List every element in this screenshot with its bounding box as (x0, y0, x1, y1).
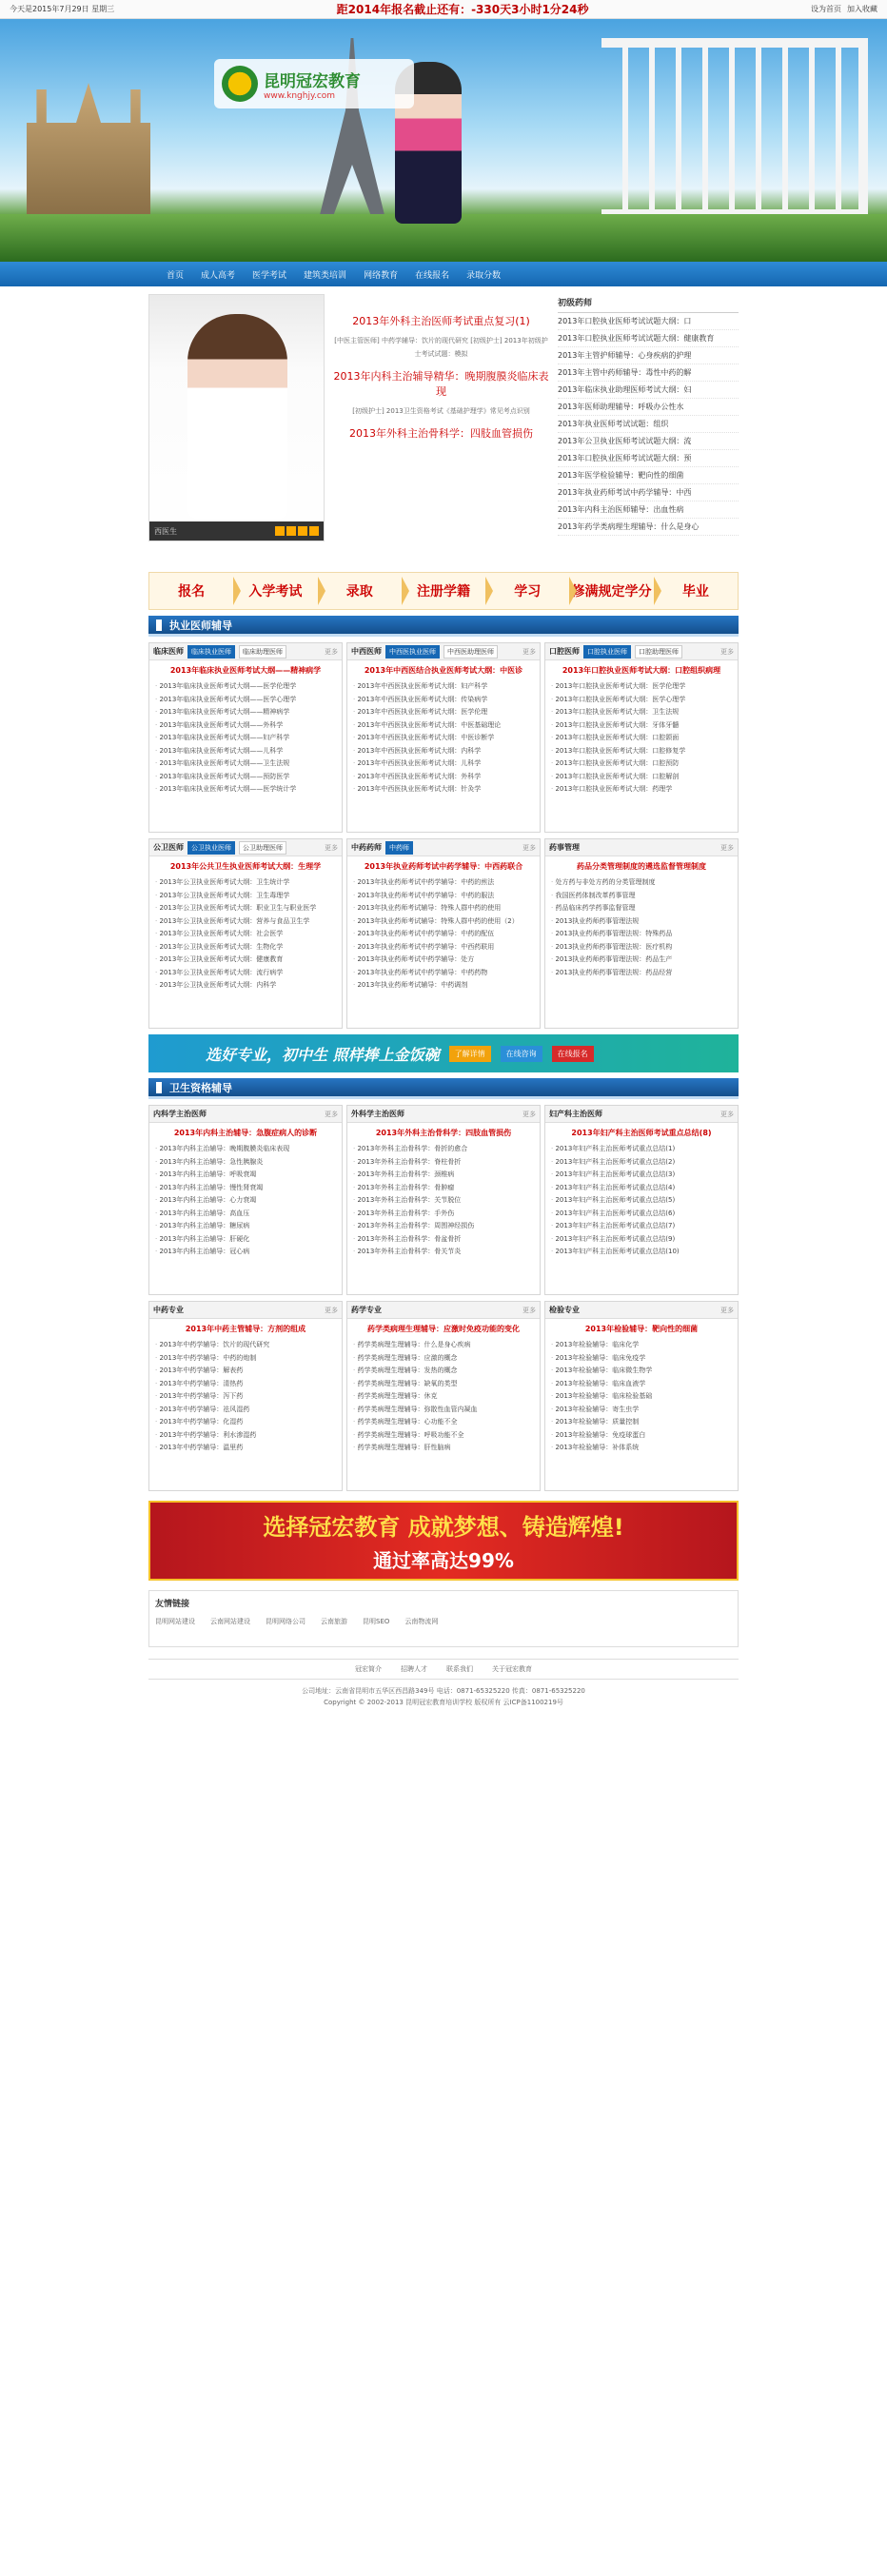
box-list-item[interactable]: · 2013年公卫执业医师考试大纲：生物化学 (155, 941, 336, 954)
more-link[interactable]: 更多 (522, 1306, 536, 1314)
box-header (545, 643, 738, 660)
box-list-item[interactable]: · 2013年公卫执业医师考试大纲：社会医学 (155, 928, 336, 941)
box-title[interactable]: 检验专业 (549, 1306, 580, 1314)
box-list-item[interactable]: · 2013年执业药师考试中药学辅导：中西药联用 (353, 941, 534, 954)
category-box (346, 1105, 541, 1295)
box-tab[interactable]: 中西医助理医师 (444, 645, 498, 659)
box-list-item[interactable]: · 2013年检验辅导：质量控制 (551, 1416, 732, 1429)
box-row (148, 642, 739, 833)
box-top-headline[interactable]: 2013年中西医结合执业医师考试大纲：中医诊 (364, 666, 523, 675)
box-list-item[interactable]: · 2013年中药学辅导：饮片的现代研究 (155, 1339, 336, 1352)
box-list-item[interactable]: · 2013年执业药师考试辅导：特殊人群中药的使用（2） (353, 915, 534, 929)
box-top-headline[interactable]: 2013年中药主管辅导：方剂的组成 (185, 1325, 306, 1333)
friend-link[interactable]: 云南旅游 (321, 1618, 347, 1625)
add-favorite-link[interactable]: 加入收藏 (847, 5, 877, 13)
news-item[interactable]: 2013年口腔执业医师考试试题大纲：预 (558, 450, 739, 467)
box-list-item[interactable]: · 2013年中药学辅导：温里药 (155, 1442, 336, 1455)
box-header (347, 839, 540, 856)
box-list-item[interactable]: · 2013年外科主治骨科学：颈椎病 (353, 1169, 534, 1182)
slide-dot[interactable] (275, 526, 285, 536)
nav-online-registration[interactable]: 在线报名 (415, 270, 450, 281)
box-list-item[interactable]: · 2013年外科主治骨科学：手外伤 (353, 1208, 534, 1221)
box-title[interactable]: 药学专业 (351, 1306, 382, 1314)
friend-link[interactable]: 云南物流网 (404, 1618, 439, 1625)
box-row (148, 1301, 739, 1491)
section-title: 卫生资格辅导 (169, 1081, 232, 1094)
headline-title[interactable]: 2013年外科主治医师考试重点复习(1) (352, 315, 530, 327)
headline-desc: [中医主管医师] 中药学辅导：饮片的现代研究 [初级护士] 2013年初级护士考试试题：模拟 (334, 337, 548, 358)
box-row (148, 838, 739, 1029)
box-header (347, 643, 540, 660)
news-item[interactable]: 2013年药学类病理生理辅导：什么是身心 (558, 519, 739, 536)
nav-medical-exam[interactable]: 医学考试 (252, 270, 287, 281)
box-list-item[interactable]: · 2013年内科主治辅导：慢性肾衰竭 (155, 1182, 336, 1195)
box-list-item[interactable]: · 2013年执业药师考试辅导：特殊人群中药的使用 (353, 902, 534, 915)
nav-admission-scores[interactable]: 录取分数 (466, 270, 502, 281)
box-list-item[interactable]: · 2013年临床执业医师考试大纲——医学心理学 (155, 694, 336, 707)
footer-nav-link[interactable]: 关于冠宏教育 (492, 1665, 532, 1673)
box-tab[interactable]: 临床助理医师 (239, 645, 286, 659)
box-list-item[interactable]: · 2013年中药学辅导：祛风湿药 (155, 1404, 336, 1417)
box-list-item[interactable]: · 2013年内科主治辅导：晚期腹膜炎临床表现 (155, 1143, 336, 1156)
box-list-item[interactable]: · 2013年中西医执业医师考试大纲：中医基础理论 (353, 719, 534, 733)
box-list-item[interactable]: · 2013年外科主治骨科学：周围神经损伤 (353, 1220, 534, 1233)
news-item[interactable]: 2013年医师助理辅导：呼吸办公性水 (558, 399, 739, 416)
friend-link[interactable]: 云南网站建设 (210, 1618, 250, 1625)
box-header (347, 1106, 540, 1123)
box-list-item[interactable]: · 2013年检验辅导：补体系统 (551, 1442, 732, 1455)
registration-countdown: 距2014年报名截止还有：-330天3小时1分24秒 (336, 3, 589, 16)
footer-nav-link[interactable]: 冠宏简介 (355, 1665, 382, 1673)
box-list-item[interactable]: · 2013年临床执业医师考试大纲——卫生法规 (155, 757, 336, 771)
box-top-headline[interactable]: 2013年执业药师考试中药学辅导：中西药联合 (364, 862, 523, 871)
box-list-item[interactable]: · 2013年妇产科主治医师考试重点总结(5) (551, 1194, 732, 1208)
footer-address: 公司地址：云南省昆明市五华区西昌路349号 电话：0871-65325220 传真：0871-65325220 (302, 1687, 585, 1695)
recruit-text: 选好专业，初中生 照样捧上金饭碗 (206, 1045, 440, 1064)
box-list-item[interactable]: · 2013年检验辅导：临床血液学 (551, 1378, 732, 1391)
box-title[interactable]: 中西医师 (351, 647, 382, 656)
box-top-headline[interactable]: 药品分类管理制度的遴选监督管理制度 (577, 862, 706, 871)
box-list-item[interactable]: · 2013年口腔执业医师考试大纲：口腔预防 (551, 757, 732, 771)
box-list-item[interactable]: · 2013年临床执业医师考试大纲——精神病学 (155, 706, 336, 719)
section-icon (156, 619, 162, 631)
news-item[interactable]: 2013年主管中药师辅导：毒性中药的解 (558, 364, 739, 382)
box-list-item[interactable]: · 药学类病理生理辅导：缺氧的类型 (353, 1378, 534, 1391)
box-list-item[interactable]: · 2013年妇产科主治医师考试重点总结(2) (551, 1156, 732, 1170)
process-step: 注册学籍 (402, 573, 485, 609)
more-link[interactable]: 更多 (720, 1306, 734, 1314)
category-box (544, 838, 739, 1029)
recruit-button[interactable]: 了解详情 (449, 1046, 491, 1062)
more-link[interactable]: 更多 (522, 647, 536, 656)
category-box (148, 838, 343, 1029)
box-list-item[interactable]: · 2013年口腔执业医师考试大纲：口腔解剖 (551, 771, 732, 784)
box-list-item[interactable]: · 2013年内科主治辅导：肝硬化 (155, 1233, 336, 1247)
box-list-item[interactable]: · 2013年中西医执业医师考试大纲：针灸学 (353, 783, 534, 796)
box-list-item[interactable]: · 2013年中西医执业医师考试大纲：医学伦理 (353, 706, 534, 719)
headline-title[interactable]: 2013年内科主治辅导精华：晚期腹膜炎临床表现 (333, 370, 549, 398)
slide-dot[interactable] (286, 526, 296, 536)
recruit-button[interactable]: 在线咨询 (501, 1046, 542, 1062)
box-header (545, 1302, 738, 1319)
top-links (811, 4, 877, 14)
news-item[interactable]: 2013年临床执业助理医师考试大纲：妇 (558, 382, 739, 399)
logo-url: www.knghjy.com (264, 90, 336, 101)
box-list-item[interactable]: · 2013年临床执业医师考试大纲——儿科学 (155, 745, 336, 758)
box-list-item[interactable]: · 2013年临床执业医师考试大纲——医学统计学 (155, 783, 336, 796)
section-header (148, 616, 739, 637)
set-homepage-link[interactable]: 设为首页 (811, 5, 841, 13)
box-title[interactable]: 临床医师 (153, 647, 184, 656)
nav-adult-exam[interactable]: 成人高考 (201, 270, 236, 281)
box-list-item[interactable]: · 药学类病理生理辅导：发热的概念 (353, 1365, 534, 1378)
promo-line-2: 通过率高达99% (373, 1549, 514, 1572)
box-tab[interactable]: 公卫助理医师 (239, 841, 286, 855)
footer-copyright: Copyright © 2002-2013 昆明冠宏教育培训学校 版权所有 云ICP备1100219号 (324, 1699, 563, 1706)
box-row (148, 1105, 739, 1295)
box-list-item[interactable]: · 药学类病理生理辅导：休克 (353, 1390, 534, 1404)
news-item[interactable]: 2013年口腔执业医师考试试题大纲：口 (558, 313, 739, 330)
box-list-item[interactable]: · 2013年中药学辅导：中药的炮制 (155, 1352, 336, 1366)
box-list-item[interactable]: · 2013年临床执业医师考试大纲——医学伦理学 (155, 680, 336, 694)
box-list-item[interactable]: · 2013年执业药师考试辅导：中药调剂 (353, 979, 534, 993)
box-title[interactable]: 药事管理 (549, 843, 580, 852)
box-list-item[interactable]: · 2013年临床执业医师考试大纲——外科学 (155, 719, 336, 733)
headline-news (325, 294, 558, 568)
box-list-item[interactable]: · 2013年检验辅导：临床化学 (551, 1339, 732, 1352)
process-step: 学习 (485, 573, 569, 609)
box-list-item[interactable]: · 2013年公卫执业医师考试大纲：内科学 (155, 979, 336, 993)
box-list-item[interactable]: · 2013年中药学辅导：泻下药 (155, 1390, 336, 1404)
box-list-item[interactable]: · 处方药与非处方药的分类管理制度 (551, 876, 732, 890)
box-list-item[interactable]: · 2013年检验辅导：临床免疫学 (551, 1352, 732, 1366)
recruit-button[interactable]: 在线报名 (552, 1046, 594, 1062)
current-date: 今天是2015年7月29日 星期三 (10, 5, 115, 13)
footer-nav-link[interactable]: 招聘人才 (401, 1665, 427, 1673)
box-list-item[interactable]: · 2013年妇产科主治医师考试重点总结(4) (551, 1182, 732, 1195)
section-icon (156, 1082, 162, 1093)
box-tab[interactable]: 临床执业医师 (187, 645, 235, 659)
box-list-item[interactable]: · 2013年口腔执业医师考试大纲：口腔修复学 (551, 745, 732, 758)
headline-title[interactable]: 2013年外科主治骨科学：四肢血管损伤 (349, 427, 533, 440)
box-header (149, 839, 342, 856)
box-list-item[interactable]: · 2013年中西医执业医师考试大纲：外科学 (353, 771, 534, 784)
category-box (148, 1301, 343, 1491)
category-box (544, 1301, 739, 1491)
news-item[interactable]: 2013年医学检验辅导：靶向性的细菌 (558, 467, 739, 484)
box-list-item[interactable]: · 2013执业药师药事管理法规 (551, 915, 732, 929)
process-step: 修满规定学分 (569, 573, 653, 609)
slide-caption-bar (149, 521, 324, 541)
top-bar (0, 0, 887, 19)
box-list-item[interactable]: · 2013年检验辅导：临床检验基础 (551, 1390, 732, 1404)
box-list-item[interactable]: · 2013年公卫执业医师考试大纲：卫生毒理学 (155, 890, 336, 903)
process-step: 录取 (318, 573, 402, 609)
category-box (346, 1301, 541, 1491)
news-item[interactable]: 2013年口腔执业医师考试试题大纲：健康教育 (558, 330, 739, 347)
nav-construction-training[interactable]: 建筑类培训 (304, 270, 347, 281)
friend-link[interactable]: 昆明网站建设 (155, 1618, 195, 1625)
news-item[interactable]: 2013年主管护师辅导：心身疾病的护理 (558, 347, 739, 364)
box-list-item[interactable]: · 2013年妇产科主治医师考试重点总结(6) (551, 1208, 732, 1221)
news-item[interactable]: 2013年内科主治医师辅导：出血性病 (558, 501, 739, 519)
box-list-item[interactable]: · 2013年口腔执业医师考试大纲：卫生法规 (551, 706, 732, 719)
header-banner (0, 19, 887, 262)
slideshow[interactable] (148, 294, 325, 541)
box-list-item[interactable]: · 2013年妇产科主治医师考试重点总结(1) (551, 1143, 732, 1156)
box-header (149, 1302, 342, 1319)
box-list-item[interactable]: · 2013年临床执业医师考试大纲——预防医学 (155, 771, 336, 784)
box-list-item[interactable]: · 2013年外科主治骨科学：关节脱位 (353, 1194, 534, 1208)
box-list-item[interactable]: · 2013执业药师药事管理法规：药品生产 (551, 954, 732, 967)
box-list-item[interactable]: · 2013执业药师药事管理法规：特殊药品 (551, 928, 732, 941)
footer (148, 1659, 739, 1708)
box-title[interactable]: 中药药师 (351, 843, 382, 852)
box-list-item[interactable]: · 2013年检验辅导：寄生虫学 (551, 1404, 732, 1417)
box-list-item[interactable]: · 药学类病理生理辅导：心功能不全 (353, 1416, 534, 1429)
box-title[interactable]: 口腔医师 (549, 647, 580, 656)
box-list-item[interactable]: · 药学类病理生理辅导：什么是身心疾病 (353, 1339, 534, 1352)
box-top-headline[interactable]: 2013年口腔执业医师考试大纲：口腔组织病理 (562, 666, 721, 675)
headline-desc: [初级护士] 2013卫生资格考试《基础护理学》常见考点识别 (352, 407, 530, 415)
box-header (347, 1302, 540, 1319)
more-link[interactable]: 更多 (522, 1110, 536, 1118)
nav-online-education[interactable]: 网络教育 (364, 270, 399, 281)
box-list-item[interactable]: · 2013年妇产科主治医师考试重点总结(10) (551, 1246, 732, 1259)
news-item[interactable]: 2013年执业医师考试试题：组织 (558, 416, 739, 433)
pergola-illustration (601, 38, 868, 219)
slide-dot[interactable] (298, 526, 307, 536)
section-title: 执业医师辅导 (169, 619, 232, 632)
category-box (346, 838, 541, 1029)
more-link[interactable]: 更多 (720, 647, 734, 656)
box-list-item[interactable]: · 2013年执业药师考试中药学辅导：中药的煎法 (353, 876, 534, 890)
enrollment-process (148, 572, 739, 610)
box-list-item[interactable]: · 2013年妇产科主治医师考试重点总结(9) (551, 1233, 732, 1247)
box-list-item[interactable]: · 2013年外科主治骨科学：脊柱骨折 (353, 1156, 534, 1170)
promo-banner[interactable] (148, 1501, 739, 1581)
box-top-headline[interactable]: 2013年妇产科主治医师考试重点总结(8) (571, 1129, 712, 1137)
box-list-item[interactable]: · 2013年执业药师考试中药学辅导：中药药物 (353, 967, 534, 980)
box-list-item[interactable]: · 2013年内科主治辅导：呼吸衰竭 (155, 1169, 336, 1182)
box-list-item[interactable]: · 2013年中西医执业医师考试大纲：儿科学 (353, 757, 534, 771)
box-list-item[interactable]: · 2013年执业药师考试中药学辅导：中药的服法 (353, 890, 534, 903)
box-list-item[interactable]: · 我国医药体制改革药事管理 (551, 890, 732, 903)
news-item[interactable]: 2013年执业药师考试中药学辅导：中西 (558, 484, 739, 501)
box-header (545, 1106, 738, 1123)
box-list-item[interactable]: · 2013年中西医执业医师考试大纲：内科学 (353, 745, 534, 758)
cathedral-illustration (27, 83, 150, 216)
box-list-item[interactable]: · 2013年中西医执业医师考试大纲：传染病学 (353, 694, 534, 707)
more-link[interactable]: 更多 (522, 843, 536, 852)
box-title[interactable]: 妇产科主治医师 (549, 1110, 602, 1118)
box-list-item[interactable]: · 2013年中西医执业医师考试大纲：妇产科学 (353, 680, 534, 694)
more-link[interactable]: 更多 (720, 843, 734, 852)
box-top-headline[interactable]: 药学类病理生理辅导：应激时免疫功能的变化 (367, 1325, 520, 1333)
main-nav (0, 262, 887, 286)
box-header (149, 1106, 342, 1123)
box-header (149, 643, 342, 660)
category-box (544, 642, 739, 833)
friend-links (148, 1590, 739, 1647)
box-list-item[interactable]: · 2013年妇产科主治医师考试重点总结(7) (551, 1220, 732, 1233)
box-list-item[interactable]: · 2013年口腔执业医师考试大纲：医学伦理学 (551, 680, 732, 694)
box-list-item[interactable]: · 2013年内科主治辅导：心力衰竭 (155, 1194, 336, 1208)
box-top-headline[interactable]: 2013年临床执业医师考试大纲——精神病学 (169, 666, 322, 675)
box-list-item[interactable]: · 药品临床药学药事监督管理 (551, 902, 732, 915)
box-list-item[interactable]: · 2013年执业药师考试中药学辅导：中药的配伍 (353, 928, 534, 941)
box-tab[interactable]: 口腔助理医师 (635, 645, 682, 659)
box-list-item[interactable]: · 2013年中药学辅导：化湿药 (155, 1416, 336, 1429)
friend-link[interactable]: 昆明网络公司 (266, 1618, 306, 1625)
doctor-photo (187, 314, 287, 519)
hero-area (148, 294, 739, 568)
box-tab[interactable]: 中西医执业医师 (385, 645, 440, 659)
box-list-item[interactable]: · 2013年中药学辅导：解表药 (155, 1365, 336, 1378)
box-list-item[interactable]: · 2013年外科主治骨科学：骨肿瘤 (353, 1182, 534, 1195)
box-list-item[interactable]: · 2013年口腔执业医师考试大纲：医学心理学 (551, 694, 732, 707)
footer-nav-link[interactable]: 联系我们 (446, 1665, 473, 1673)
box-list-item[interactable]: · 2013年内科主治辅导：高血压 (155, 1208, 336, 1221)
box-top-headline[interactable]: 2013年内科主治辅导：急腹症病人的诊断 (173, 1129, 318, 1137)
category-box (346, 642, 541, 833)
box-list-item[interactable]: · 药学类病理生理辅导：弥散性血管内凝血 (353, 1404, 534, 1417)
site-logo[interactable] (214, 59, 414, 108)
process-step: 入学考试 (233, 573, 317, 609)
box-list-item[interactable]: · 2013年中药学辅导：清热药 (155, 1378, 336, 1391)
news-item[interactable]: 2013年公卫执业医师考试试题大纲：流 (558, 433, 739, 450)
box-list-item[interactable]: · 2013年外科主治骨科学：骨盆骨折 (353, 1233, 534, 1247)
box-list-item[interactable]: · 2013年内科主治辅导：冠心病 (155, 1246, 336, 1259)
box-list-item[interactable]: · 2013年公卫执业医师考试大纲：职业卫生与职业医学 (155, 902, 336, 915)
box-list-item[interactable]: · 2013年中药学辅导：利水渗湿药 (155, 1429, 336, 1443)
slide-caption: 西医生 (154, 526, 177, 536)
nav-home[interactable]: 首页 (167, 270, 185, 281)
box-list-item[interactable]: · 2013年外科主治骨科学：骨关节炎 (353, 1246, 534, 1259)
box-list-item[interactable]: · 2013年检验辅导：临床微生物学 (551, 1365, 732, 1378)
box-list-item[interactable]: · 2013年公卫执业医师考试大纲：流行病学 (155, 967, 336, 980)
box-tab[interactable]: 公卫执业医师 (187, 841, 235, 855)
box-top-headline[interactable]: 2013年公共卫生执业医师考试大纲：生理学 (169, 862, 322, 871)
box-list-item[interactable]: · 2013年检验辅导：免疫球蛋白 (551, 1429, 732, 1443)
box-title[interactable]: 外科学主治医师 (351, 1110, 404, 1118)
more-link[interactable]: 更多 (325, 1110, 338, 1118)
friend-link[interactable]: 昆明SEO (363, 1618, 390, 1625)
box-list-item[interactable]: · 2013年中西医执业医师考试大纲：中医诊断学 (353, 732, 534, 745)
category-box (544, 1105, 739, 1295)
section-header (148, 1078, 739, 1099)
process-step: 毕业 (681, 584, 709, 600)
more-link[interactable]: 更多 (325, 647, 338, 656)
slide-dot[interactable] (309, 526, 319, 536)
box-title[interactable]: 中药专业 (153, 1306, 184, 1314)
box-list-item[interactable]: · 2013年口腔执业医师考试大纲：口腔颌面 (551, 732, 732, 745)
box-title[interactable]: 内科学主治医师 (153, 1110, 207, 1118)
latest-news-heading: 初级药师 (558, 294, 739, 313)
latest-news-list (558, 294, 739, 568)
box-top-headline[interactable]: 2013年检验辅导：靶向性的细菌 (584, 1325, 699, 1333)
box-list-item[interactable]: · 2013年口腔执业医师考试大纲：药理学 (551, 783, 732, 796)
box-title[interactable]: 公卫医师 (153, 843, 184, 852)
promo-line-1: 选择冠宏教育 成就梦想、铸造辉煌! (263, 1514, 624, 1541)
more-link[interactable]: 更多 (325, 1306, 338, 1314)
category-box (148, 1105, 343, 1295)
box-list-item[interactable]: · 药学类病理生理辅导：呼吸功能不全 (353, 1429, 534, 1443)
friend-links-title: 友情链接 (155, 1600, 190, 1609)
box-list-item[interactable]: · 2013年妇产科主治医师考试重点总结(3) (551, 1169, 732, 1182)
process-step: 报名 (149, 573, 233, 609)
slide-dots (275, 526, 319, 536)
box-list-item[interactable]: · 药学类病理生理辅导：肝性脑病 (353, 1442, 534, 1455)
box-list-item[interactable]: · 2013年内科主治辅导：急性胰腺炎 (155, 1156, 336, 1170)
box-tab[interactable]: 口腔执业医师 (583, 645, 631, 659)
box-tab[interactable]: 中药师 (385, 841, 413, 855)
more-link[interactable]: 更多 (720, 1110, 734, 1118)
box-list-item[interactable]: · 药学类病理生理辅导：应激的概念 (353, 1352, 534, 1366)
more-link[interactable]: 更多 (325, 843, 338, 852)
category-box (148, 642, 343, 833)
box-list-item[interactable]: · 2013执业药师药事管理法规：医疗机构 (551, 941, 732, 954)
recruit-banner[interactable] (148, 1034, 739, 1072)
box-list-item[interactable]: · 2013年公卫执业医师考试大纲：营养与食品卫生学 (155, 915, 336, 929)
box-top-headline[interactable]: 2013年外科主治骨科学：四肢血管损伤 (375, 1129, 512, 1137)
box-list-item[interactable]: · 2013年公卫执业医师考试大纲：健康教育 (155, 954, 336, 967)
logo-name: 昆明冠宏教育 (264, 71, 361, 91)
box-list-item[interactable]: · 2013年口腔执业医师考试大纲：牙体牙髓 (551, 719, 732, 733)
box-list-item[interactable]: · 2013执业药师药事管理法规：药品经营 (551, 967, 732, 980)
box-list-item[interactable]: · 2013年内科主治辅导：糖尿病 (155, 1220, 336, 1233)
box-header (545, 839, 738, 856)
box-list-item[interactable]: · 2013年执业药师考试中药学辅导：处方 (353, 954, 534, 967)
box-list-item[interactable]: · 2013年临床执业医师考试大纲——妇产科学 (155, 732, 336, 745)
box-list-item[interactable]: · 2013年公卫执业医师考试大纲：卫生统计学 (155, 876, 336, 890)
logo-icon (222, 66, 258, 102)
box-list-item[interactable]: · 2013年外科主治骨科学：骨折的愈合 (353, 1143, 534, 1156)
